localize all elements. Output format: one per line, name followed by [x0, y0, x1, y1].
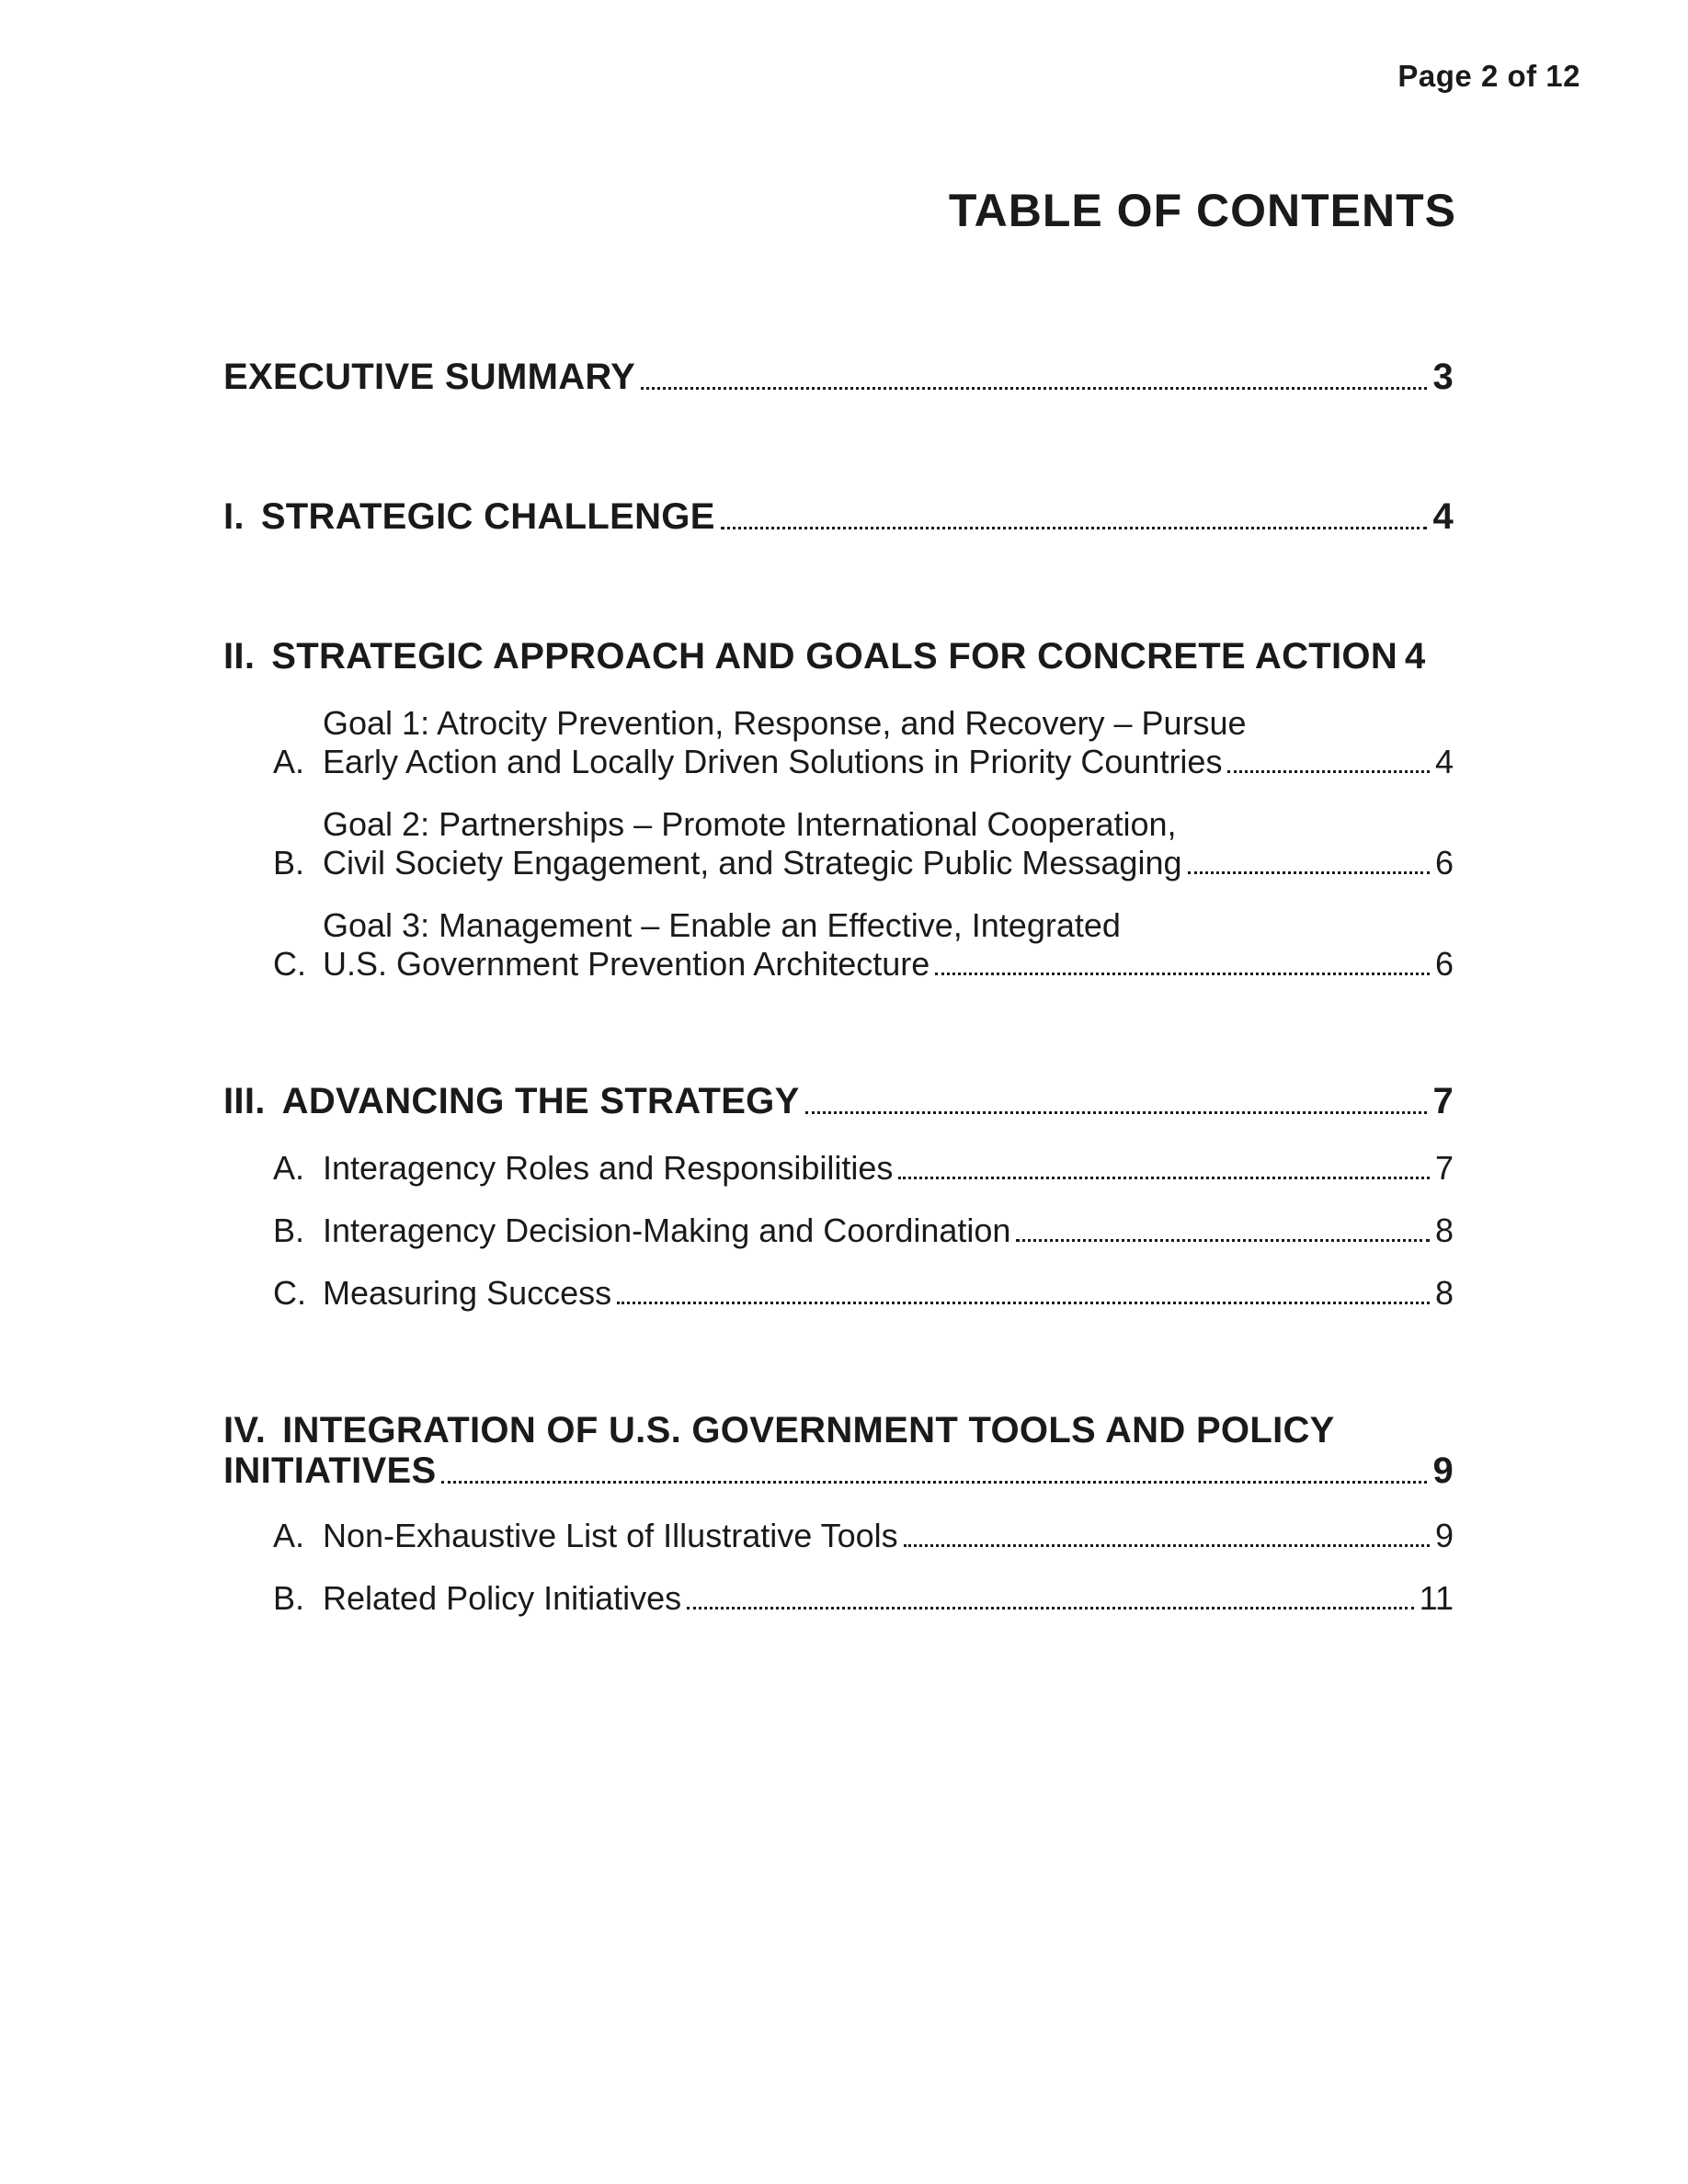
dot-leader	[904, 1544, 1430, 1547]
toc-entry-letter: A.	[273, 743, 305, 780]
toc-entry-label: Non-Exhaustive List of Illustrative Tools	[323, 1517, 898, 1554]
toc-entry-label: Interagency Decision-Making and Coordination	[323, 1211, 1011, 1249]
toc-page-number: 4	[1434, 743, 1454, 780]
toc-entry-letter: B.	[273, 1211, 305, 1249]
toc-entry-strategic-challenge[interactable]	[223, 496, 1454, 538]
toc-entry-goal-3[interactable]	[273, 906, 1454, 984]
toc-entry-label: STRATEGIC APPROACH AND GOALS FOR CONCRETE ACTION	[271, 636, 1398, 677]
toc-entry-letter: B.	[273, 1579, 305, 1617]
toc-entry-interagency-decision-making[interactable]	[273, 1211, 1454, 1250]
page-number: Page 2 of 12	[1397, 59, 1580, 93]
dot-leader	[687, 1607, 1413, 1610]
toc-entry-label: Related Policy Initiatives	[323, 1579, 682, 1617]
toc-entry-label: ADVANCING THE STRATEGY	[281, 1081, 800, 1121]
toc-section-number: III.	[223, 1081, 266, 1121]
dot-leader	[898, 1177, 1430, 1179]
toc-entry-label-line2: Civil Society Engagement, and Strategic Public Messaging	[323, 844, 1182, 882]
dot-leader	[721, 527, 1428, 529]
toc-page-number: 9	[1432, 1450, 1454, 1491]
dot-leader	[1016, 1239, 1430, 1242]
toc-entry-label-line2: Early Action and Locally Driven Solutions in Priority Countries	[323, 743, 1223, 780]
toc-page-number: 4	[1405, 636, 1426, 677]
toc-entry-label-line1: Goal 1: Atrocity Prevention, Response, and Recovery – Pursue	[323, 704, 1247, 742]
toc-entry-related-policy-initiatives[interactable]	[273, 1579, 1454, 1618]
toc-entry-label-line1: Goal 3: Management – Enable an Effective, Integrated	[323, 906, 1121, 944]
toc-entry-label: STRATEGIC CHALLENGE	[260, 496, 715, 537]
dot-leader	[805, 1111, 1428, 1114]
dot-leader	[935, 973, 1430, 975]
toc-entry-label-line2: INITIATIVES	[223, 1450, 437, 1491]
toc-entry-letter: C.	[273, 1274, 306, 1312]
dot-leader	[441, 1481, 1427, 1484]
toc-entry-letter: A.	[273, 1149, 305, 1187]
toc-entry-letter: B.	[273, 844, 305, 882]
toc-entry-illustrative-tools[interactable]	[273, 1517, 1454, 1555]
toc-section-number: I.	[223, 496, 245, 537]
toc-section-number: II.	[223, 636, 256, 677]
toc-entry-interagency-roles[interactable]	[273, 1149, 1454, 1188]
toc-page-number: 6	[1434, 844, 1454, 882]
dot-leader	[1188, 871, 1430, 874]
toc-page-number: 3	[1432, 357, 1454, 397]
toc-entry-measuring-success[interactable]	[273, 1274, 1454, 1313]
toc-entry-label: EXECUTIVE SUMMARY	[223, 357, 636, 397]
toc-page-number: 8	[1434, 1274, 1454, 1312]
toc-page-number: 11	[1419, 1579, 1454, 1617]
toc-section-number: IV.	[223, 1410, 267, 1450]
dot-leader	[1227, 770, 1430, 773]
toc-entry-advancing-the-strategy[interactable]	[223, 1081, 1454, 1122]
toc-page-number: 4	[1432, 496, 1454, 537]
toc-entry-goal-2[interactable]	[273, 805, 1454, 882]
toc-page-number: 7	[1432, 1081, 1454, 1121]
toc-title: TABLE OF CONTENTS	[948, 185, 1456, 236]
toc-entry-goal-1[interactable]	[273, 704, 1454, 781]
toc-entry-label: Interagency Roles and Responsibilities	[323, 1149, 894, 1187]
toc-entry-label-line2: U.S. Government Prevention Architecture	[323, 945, 930, 983]
toc-entry-label-line1: Goal 2: Partnerships – Promote International Cooperation,	[323, 805, 1177, 843]
toc-entry-label: Measuring Success	[323, 1274, 612, 1312]
toc-entry-executive-summary[interactable]	[223, 357, 1454, 398]
toc-entry-letter: A.	[273, 1517, 305, 1554]
dot-leader	[617, 1302, 1430, 1304]
toc-entry-letter: C.	[273, 945, 306, 983]
toc-page-number: 9	[1434, 1517, 1454, 1554]
toc-entry-label-line1: INTEGRATION OF U.S. GOVERNMENT TOOLS AND POLICY	[282, 1410, 1335, 1450]
toc-page-number: 7	[1434, 1149, 1454, 1187]
toc-entry-strategic-approach[interactable]	[223, 636, 1454, 677]
dot-leader	[641, 387, 1427, 390]
toc-page-number: 6	[1434, 945, 1454, 983]
toc-page-number: 8	[1434, 1211, 1454, 1249]
toc-entry-integration-of-tools[interactable]	[223, 1410, 1454, 1492]
